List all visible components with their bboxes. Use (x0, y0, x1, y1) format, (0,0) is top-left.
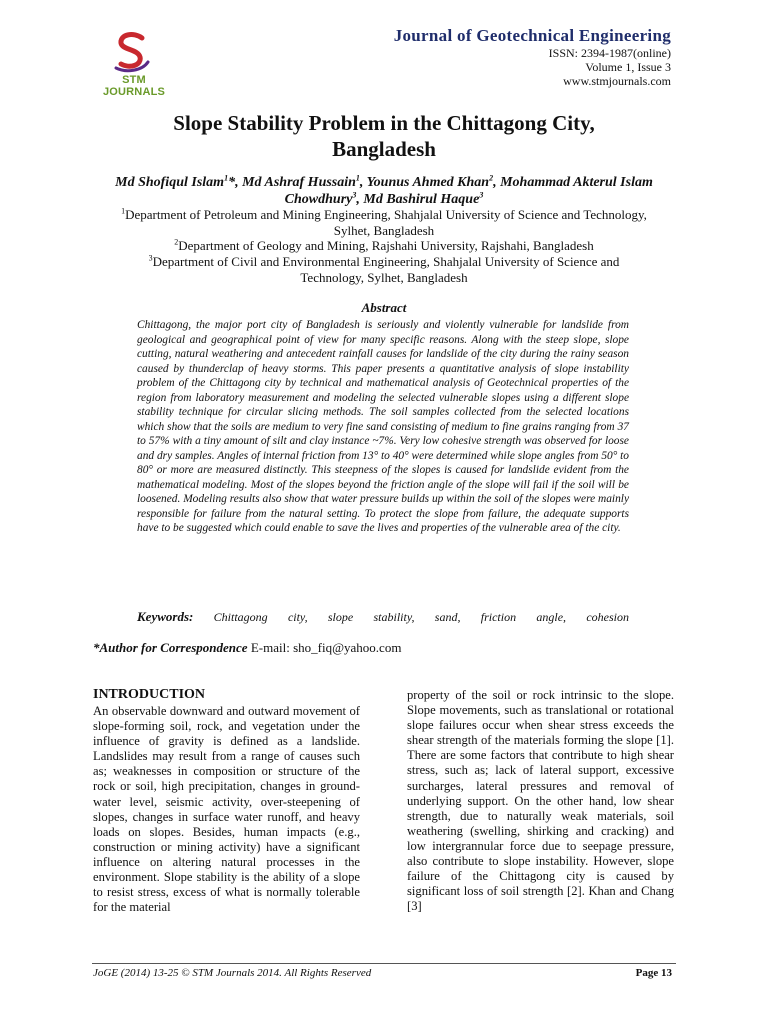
logo-text: STM JOURNALS (102, 74, 166, 98)
footer-divider (92, 963, 676, 964)
author-sep: , (359, 175, 367, 190)
affiliation-line: Department of Civil and Environmental Engineering, Shahjalal University of Science and (152, 254, 620, 269)
section-heading: INTRODUCTION (93, 687, 206, 702)
author-name: Md Shofiqul Islam (115, 175, 225, 190)
affiliation-sup: 2 (174, 237, 179, 247)
affiliation-line: Department of Petroleum and Mining Engineering, Shahjalal University of Science and Technology, (125, 207, 647, 222)
intro-paragraph-left: An observable downward and outward movement of slope-forming soil, rock, and vegetation under the influence of gravity is defined as a landslide. Landslides may result from a range of causes such as; weaknesses in composition or structure of the rock or soil, high precipitation, changes in ground-water level, seismic activity, over-steepening of slopes, changes in surface water runoff, and heavy loads on slopes. Besides, human impacts (e.g., construction or mining activity) have a significant influence on altering natural processes in the environment. Slope stability is the ability of a slope to resist stress, excess of what is normally tolerable for the material (93, 704, 360, 915)
affiliation-3 (96, 254, 672, 285)
author-sup: 1 (224, 173, 229, 183)
body-column-right (407, 688, 674, 914)
affiliation-sup: 3 (148, 253, 153, 263)
correspondence-label: *Author for Correspondence (93, 640, 248, 655)
author-sup: 3 (479, 190, 484, 200)
author-sup: 1 (355, 173, 360, 183)
volume-issue: Volume 1, Issue 3 (585, 60, 671, 74)
author-sep: *, (228, 175, 243, 190)
correspondence (93, 640, 401, 656)
author-list (96, 174, 672, 208)
affiliation-sup: 1 (121, 206, 126, 216)
paper-title (96, 110, 672, 162)
author-name: Younus Ahmed Khan (366, 175, 490, 190)
affiliation-2 (96, 238, 672, 254)
correspondence-email: E-mail: sho_fiq@yahoo.com (247, 640, 402, 655)
journal-header (394, 26, 671, 88)
abstract-heading: Abstract (361, 300, 407, 315)
journal-website: www.stmjournals.com (563, 74, 671, 88)
keywords-label: Keywords: (137, 609, 194, 624)
author-name: Md Bashirul Haque (363, 192, 480, 207)
issn: ISSN: 2394-1987(online) (548, 46, 671, 60)
affiliation-line: Technology, Sylhet, Bangladesh (300, 269, 468, 285)
stm-logo-icon (112, 32, 152, 74)
keywords (137, 609, 629, 625)
title-line-2: Bangladesh (332, 137, 436, 161)
footer-copyright: JoGE (2014) 13-25 © STM Journals 2014. All Rights Reserved (93, 967, 372, 979)
author-name: Mohammad Akterul Islam Chowdhury (284, 175, 653, 207)
affiliation-1 (96, 207, 672, 238)
stm-journals-logo (92, 32, 176, 98)
intro-paragraph-right: property of the soil or rock intrinsic to the slope. Slope movements, such as translational or rotational slope failures occur when shear stress exceeds the shear strength of the materials forming the slope [1]. There are some factors that contribute to high shear stress, such as; lack of lateral support, excessive surcharges, lateral pressures and removal of underlying support. On the other hand, low shear strength, due to naturally weak materials, soil weathering (swelling, shirking and cracking) and low intergrannular force due to seepage pressure, also contribute to slope instability. However, slope failure of the Chittagong city is caused by significant loss of soil strength [2]. Khan and Chang [3] (407, 688, 674, 914)
author-name: Md Ashraf Hussain (242, 175, 356, 190)
affiliation-line: Department of Geology and Mining, Rajshahi University, Rajshahi, Bangladesh (178, 238, 594, 253)
keywords-text: Chittagong city, slope stability, sand, friction angle, cohesion (213, 610, 629, 624)
title-line-1: Slope Stability Problem in the Chittagong City, (173, 111, 595, 135)
body-column-left (93, 686, 360, 915)
author-sep: , (493, 175, 501, 190)
author-sup: 2 (489, 173, 494, 183)
affiliation-line: Sylhet, Bangladesh (333, 222, 435, 238)
page-number: Page 13 (635, 967, 672, 979)
author-sup: 3 (352, 190, 357, 200)
author-sep: , (356, 192, 364, 207)
abstract-text: Chittagong, the major port city of Bangladesh is seriously and violently vulnerable for landslide from geological and geographical point of view for many specific reasons. Along with the steep slope, slope cutting, natural weathering and antecedent rainfall causes for landslide of the city during the rainy season caused by thunderclap of heavy storms. This paper presents a quantitative analysis of slope instability problem of the Chittagong city by technical and mathematical analysis of Geotechnical properties of the region from laboratory measurement and modeling the selected vulnerable slopes using a different slope stability technique for circular slicing methods. The soil samples collected from the selected locations which show that the soils are medium to very fine sand consisting of medium to fine grains ranging from 37 to 57% with a tiny amount of silt and clay instance ~7%. Very low cohesive strength was observed for loose and dry samples. Angles of internal friction from 13° to 40° were determined while slope angles from 50° to 80° or more are measured distinctly. This steepness of the slopes is caused for landslide evident from the mathematical modeling. Most of the slopes beyond the friction angle of the slope will fail if the soil will be loosened. Modeling results also show that water pressure builds up within the soil of the slopes were mainly responsible for failure from the natural setting. To protect the slope from failure, the adequate supports have to be suggested which could enable to save the lives and properties of the vulnerable area of the city. (137, 319, 629, 534)
journal-title: Journal of Geotechnical Engineering (393, 26, 671, 45)
